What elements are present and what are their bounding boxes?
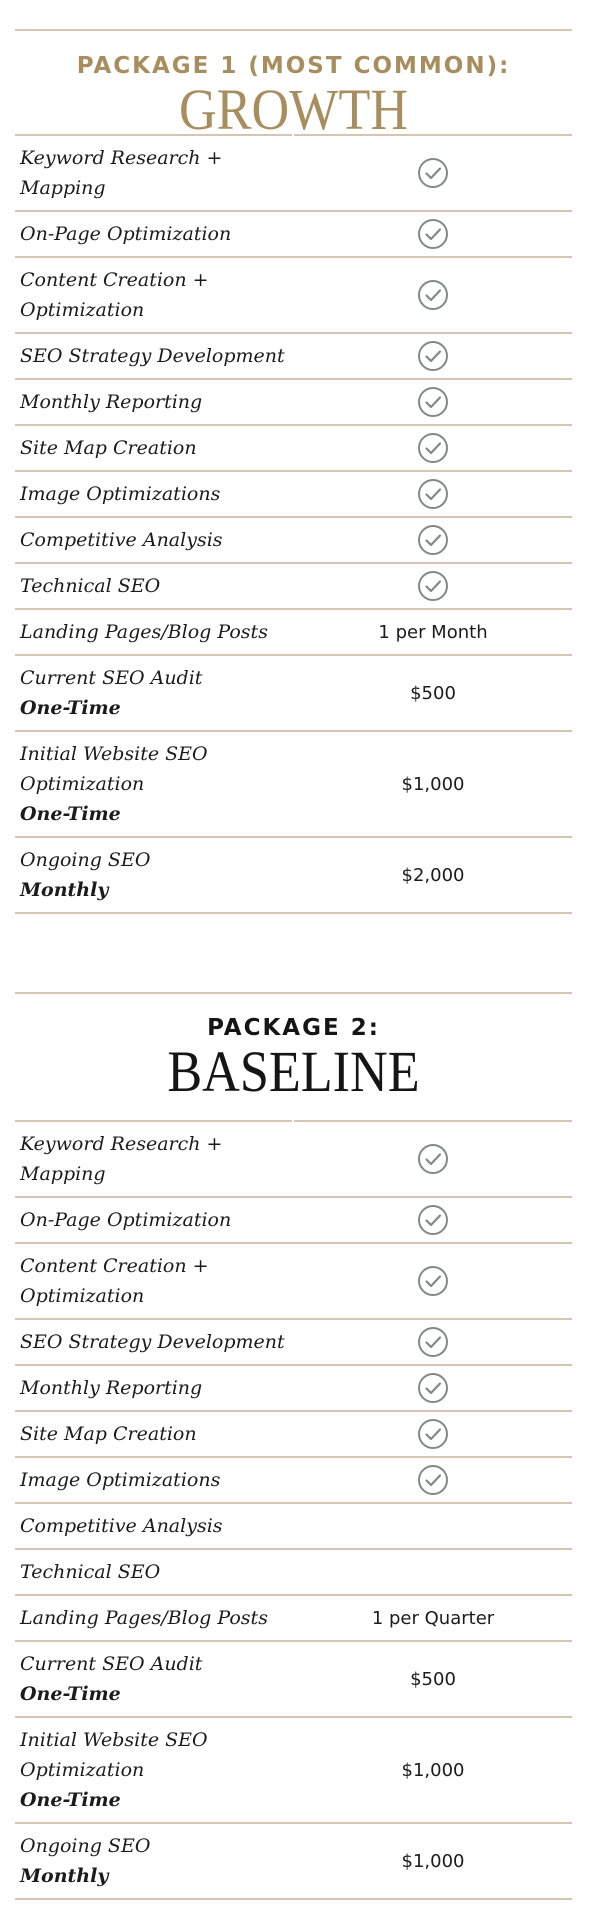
check-circle-icon	[417, 1418, 449, 1450]
table-row	[15, 1595, 572, 1641]
feature-value-cell	[293, 1197, 572, 1243]
feature-label-cell	[15, 1457, 293, 1503]
feature-label: Content Creation + Optimization	[20, 1255, 209, 1307]
check-circle-icon	[417, 478, 449, 510]
table-row	[15, 609, 572, 655]
feature-value: $1,000	[401, 1759, 465, 1781]
feature-label-cell	[15, 471, 293, 517]
feature-value-cell	[293, 517, 572, 563]
feature-value-cell	[293, 1595, 572, 1641]
feature-label: Content Creation + Optimization	[20, 269, 209, 321]
billing-note: Monthly	[20, 1865, 109, 1887]
feature-value-cell	[293, 563, 572, 609]
feature-label-cell	[15, 1717, 293, 1823]
feature-value-cell	[293, 1457, 572, 1503]
table-row	[15, 1457, 572, 1503]
check-circle-icon	[417, 157, 449, 189]
feature-label: Site Map Creation	[20, 1423, 197, 1445]
feature-label-cell	[15, 1503, 293, 1549]
feature-value-cell	[293, 1503, 572, 1549]
feature-label: Ongoing SEO	[20, 849, 151, 871]
feature-label-cell	[15, 1197, 293, 1243]
feature-label: Current SEO Audit	[20, 1653, 203, 1675]
feature-value-cell	[293, 257, 572, 333]
feature-label-cell	[15, 257, 293, 333]
package-subtitle: PACKAGE 2:	[207, 1015, 380, 1041]
package-title: GROWTH	[178, 77, 409, 142]
feature-value-cell	[293, 1823, 572, 1899]
feature-value-cell	[293, 1319, 572, 1365]
table-row	[15, 517, 572, 563]
table-row	[15, 1365, 572, 1411]
check-circle-icon	[417, 524, 449, 556]
feature-label-cell	[15, 609, 293, 655]
feature-value-cell	[293, 211, 572, 257]
check-circle-icon	[417, 279, 449, 311]
check-circle-icon	[417, 1204, 449, 1236]
feature-label: Ongoing SEO	[20, 1835, 151, 1857]
feature-value-cell	[293, 1717, 572, 1823]
feature-label-cell	[15, 731, 293, 837]
feature-label: Current SEO Audit	[20, 667, 203, 689]
feature-value-cell	[293, 135, 572, 211]
billing-note: Monthly	[20, 879, 109, 901]
table-row	[15, 257, 572, 333]
package-growth	[15, 29, 572, 914]
feature-label: Initial Website SEO Optimization	[20, 743, 208, 795]
feature-label-cell	[15, 1595, 293, 1641]
feature-label: Image Optimizations	[20, 1469, 221, 1491]
feature-label: On-Page Optimization	[20, 1209, 232, 1231]
feature-label: Technical SEO	[20, 1561, 161, 1583]
feature-value-cell	[293, 425, 572, 471]
table-row	[15, 1121, 572, 1197]
table-row	[15, 1319, 572, 1365]
table-row	[15, 333, 572, 379]
feature-label-cell	[15, 1319, 293, 1365]
feature-value-cell	[293, 837, 572, 913]
feature-label: Initial Website SEO Optimization	[20, 1729, 208, 1781]
feature-label-cell	[15, 655, 293, 731]
feature-label: Technical SEO	[20, 575, 161, 597]
check-circle-icon	[417, 432, 449, 464]
feature-label-cell	[15, 333, 293, 379]
feature-label-cell	[15, 379, 293, 425]
feature-value: $1,000	[401, 773, 465, 795]
feature-value-cell	[293, 655, 572, 731]
feature-value-cell	[293, 1365, 572, 1411]
table-row	[15, 655, 572, 731]
feature-label-cell	[15, 1243, 293, 1319]
feature-label-cell	[15, 425, 293, 471]
feature-label: SEO Strategy Development	[20, 345, 285, 367]
check-circle-icon	[417, 1265, 449, 1297]
package-baseline	[15, 992, 572, 1900]
package-title: BASELINE	[167, 1039, 420, 1104]
package-header	[15, 31, 572, 142]
check-circle-icon	[417, 1143, 449, 1175]
feature-value: $1,000	[401, 1850, 465, 1872]
feature-value-cell	[293, 471, 572, 517]
feature-label: Landing Pages/Blog Posts	[20, 621, 268, 643]
check-circle-icon	[417, 1372, 449, 1404]
table-row	[15, 1823, 572, 1899]
feature-label: Monthly Reporting	[20, 391, 203, 413]
table-row	[15, 425, 572, 471]
billing-note: One-Time	[20, 803, 121, 825]
feature-value: $500	[410, 1668, 456, 1690]
feature-label-cell	[15, 1823, 293, 1899]
feature-label: Site Map Creation	[20, 437, 197, 459]
check-circle-icon	[417, 1326, 449, 1358]
table-row	[15, 211, 572, 257]
feature-table	[15, 134, 572, 914]
table-row	[15, 1197, 572, 1243]
feature-table	[15, 1120, 572, 1900]
feature-label: Keyword Research + Mapping	[20, 1133, 223, 1185]
check-circle-icon	[417, 570, 449, 602]
feature-label: Landing Pages/Blog Posts	[20, 1607, 268, 1629]
feature-label: Image Optimizations	[20, 483, 221, 505]
table-row	[15, 731, 572, 837]
feature-value-cell	[293, 609, 572, 655]
feature-label-cell	[15, 1411, 293, 1457]
feature-label-cell	[15, 563, 293, 609]
feature-value-cell	[293, 1411, 572, 1457]
feature-value-cell	[293, 1549, 572, 1595]
check-circle-icon	[417, 218, 449, 250]
feature-label: Monthly Reporting	[20, 1377, 203, 1399]
check-circle-icon	[417, 1464, 449, 1496]
feature-value: $2,000	[401, 864, 465, 886]
feature-label-cell	[15, 1121, 293, 1197]
feature-label: Keyword Research + Mapping	[20, 147, 223, 199]
feature-label: Competitive Analysis	[20, 1515, 223, 1537]
feature-label-cell	[15, 135, 293, 211]
check-circle-icon	[417, 340, 449, 372]
table-row	[15, 1549, 572, 1595]
table-row	[15, 135, 572, 211]
table-row	[15, 1717, 572, 1823]
feature-value: 1 per Quarter	[371, 1607, 495, 1629]
feature-label-cell	[15, 1549, 293, 1595]
table-row	[15, 1503, 572, 1549]
package-subtitle: PACKAGE 1 (MOST COMMON):	[76, 53, 511, 79]
feature-label-cell	[15, 837, 293, 913]
table-row	[15, 837, 572, 913]
feature-value-cell	[293, 1243, 572, 1319]
billing-note: One-Time	[20, 1789, 121, 1811]
feature-value-cell	[293, 1121, 572, 1197]
table-row	[15, 563, 572, 609]
table-row	[15, 1641, 572, 1717]
feature-value-cell	[293, 333, 572, 379]
package-header	[15, 994, 572, 1120]
feature-value: 1 per Month	[378, 621, 488, 643]
feature-label: On-Page Optimization	[20, 223, 232, 245]
billing-note: One-Time	[20, 1683, 121, 1705]
billing-note: One-Time	[20, 697, 121, 719]
feature-label-cell	[15, 211, 293, 257]
feature-value-cell	[293, 379, 572, 425]
table-row	[15, 1243, 572, 1319]
feature-label: SEO Strategy Development	[20, 1331, 285, 1353]
check-circle-icon	[417, 386, 449, 418]
table-row	[15, 379, 572, 425]
feature-value-cell	[293, 731, 572, 837]
feature-value-cell	[293, 1641, 572, 1717]
feature-label-cell	[15, 1365, 293, 1411]
feature-label: Competitive Analysis	[20, 529, 223, 551]
feature-value: $500	[410, 682, 456, 704]
table-row	[15, 471, 572, 517]
feature-label-cell	[15, 517, 293, 563]
table-row	[15, 1411, 572, 1457]
feature-label-cell	[15, 1641, 293, 1717]
